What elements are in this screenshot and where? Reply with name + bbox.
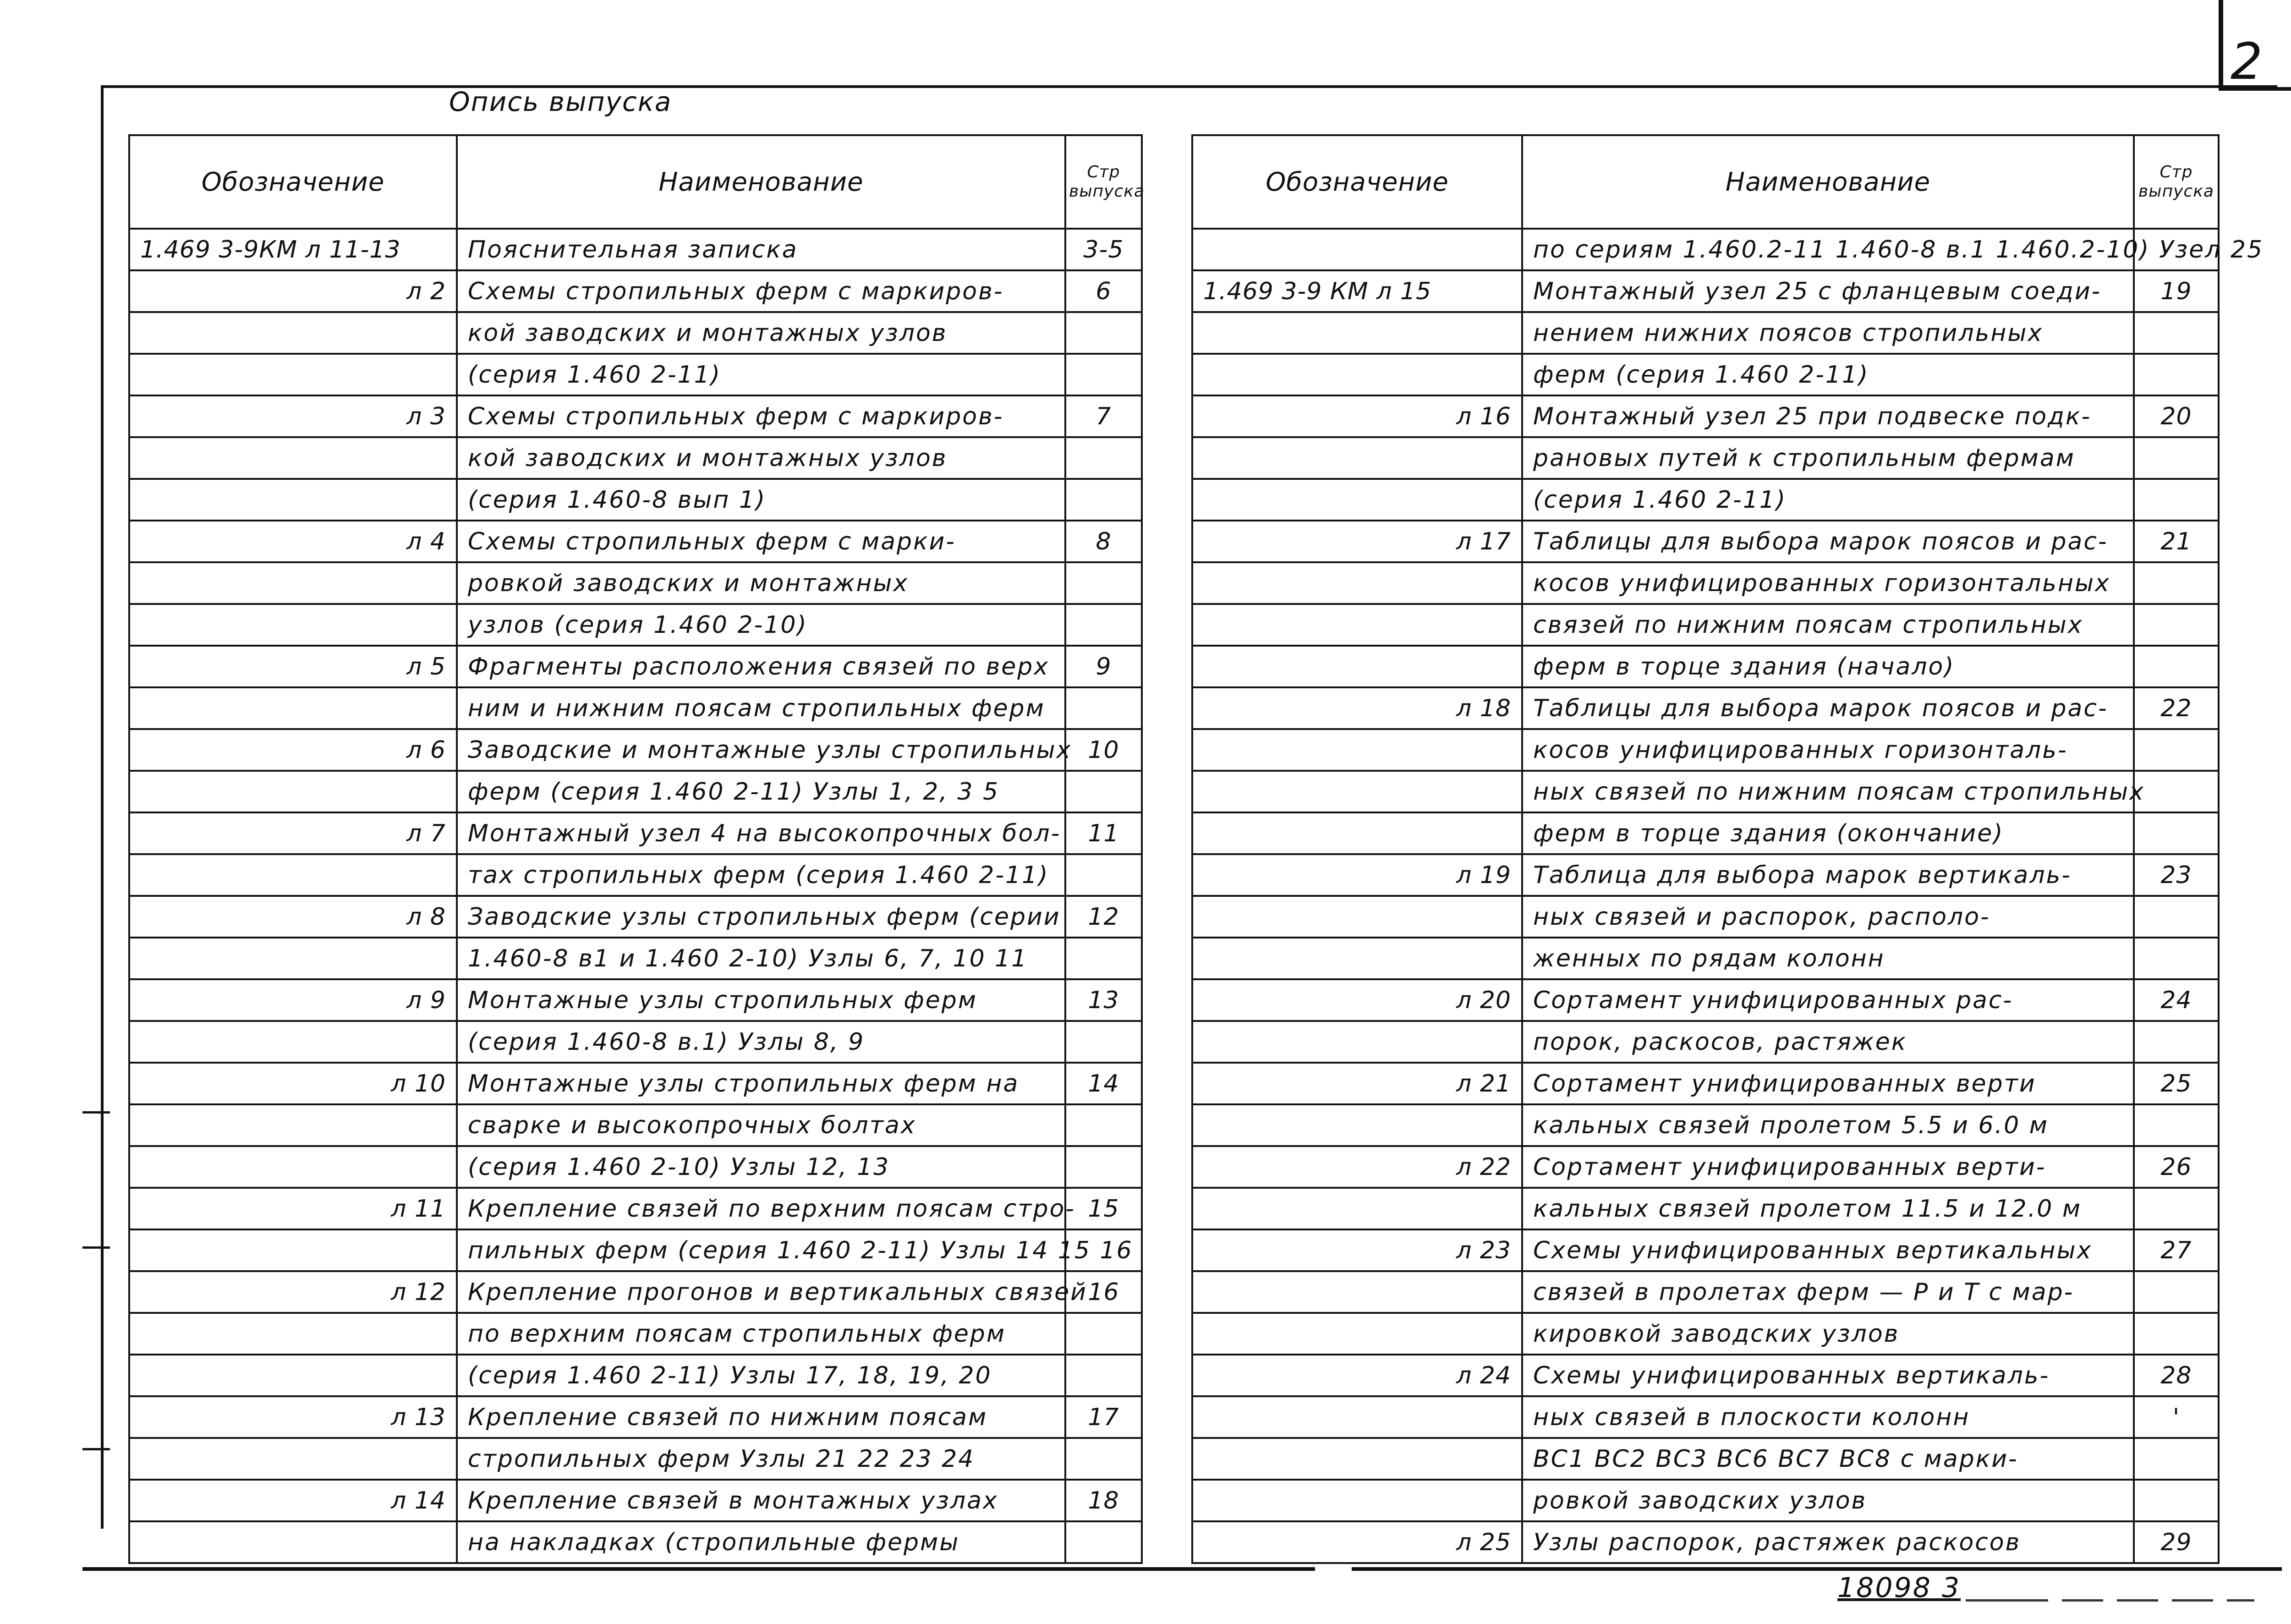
name-cell: Пояснительная записка bbox=[457, 229, 1065, 270]
designation-cell bbox=[1192, 312, 1522, 354]
table-row bbox=[129, 1271, 1142, 1313]
designation-cell bbox=[129, 854, 457, 896]
designation-cell: л 17 bbox=[1192, 521, 1522, 562]
designation-cell: л 23 bbox=[1192, 1229, 1522, 1271]
name-cell: ферм в торце здания (начало) bbox=[1522, 646, 2134, 687]
designation-cell: л 8 bbox=[129, 896, 457, 938]
name-cell: ровкой заводских узлов bbox=[1522, 1480, 2134, 1521]
name-cell: ферм в торце здания (окончание) bbox=[1522, 812, 2134, 854]
bottom-rule-right bbox=[1352, 1567, 2282, 1571]
name-cell: порок, раскосов, растяжек bbox=[1522, 1021, 2134, 1063]
table-row bbox=[129, 938, 1142, 979]
page-header-line2: выпуска bbox=[1069, 182, 1145, 201]
table-row bbox=[1192, 437, 2219, 479]
right-table-body bbox=[1192, 229, 2264, 1563]
page-cell: 20 bbox=[2134, 395, 2219, 437]
name-cell: косов унифицированных горизонтальных bbox=[1522, 562, 2134, 604]
dash-mark bbox=[2117, 1599, 2158, 1602]
table-row bbox=[1192, 395, 2219, 437]
name-cell: Таблица для выбора марок вертикаль- bbox=[1522, 854, 2134, 896]
table-row bbox=[129, 1063, 1142, 1104]
designation-cell: л 9 bbox=[129, 979, 457, 1021]
name-cell: пильных ферм (серия 1.460 2-11) Узлы 14 15 16 bbox=[457, 1229, 1065, 1271]
designation-cell bbox=[129, 354, 457, 395]
page-cell: 15 bbox=[1065, 1188, 1142, 1229]
page-header bbox=[2134, 135, 2219, 229]
designation-cell bbox=[129, 938, 457, 979]
page-cell bbox=[1065, 1521, 1142, 1563]
table-row bbox=[129, 1480, 1142, 1521]
designation-cell bbox=[129, 1146, 457, 1188]
designation-cell bbox=[129, 1104, 457, 1146]
designation-cell bbox=[129, 687, 457, 729]
designation-cell: л 6 bbox=[129, 729, 457, 771]
name-cell: женных по рядам колонн bbox=[1522, 938, 2134, 979]
designation-cell bbox=[1192, 729, 1522, 771]
table-row bbox=[129, 1521, 1142, 1563]
page-number: 2 bbox=[2231, 32, 2263, 91]
table-row bbox=[1192, 1521, 2219, 1563]
page-header-line1: Стр bbox=[1087, 163, 1120, 181]
table-row bbox=[1192, 646, 2219, 687]
name-header: Наименование bbox=[1522, 135, 2134, 229]
right-table-header bbox=[1192, 135, 2219, 229]
dash-mark bbox=[2062, 1599, 2103, 1602]
page-cell bbox=[1065, 771, 1142, 812]
name-cell: рановых путей к стропильным фермам bbox=[1522, 437, 2134, 479]
name-cell: Узлы распорок, растяжек раскосов bbox=[1522, 1521, 2134, 1563]
page-cell: 27 bbox=[2134, 1229, 2219, 1271]
table-row bbox=[1192, 1021, 2219, 1063]
table-row bbox=[1192, 938, 2219, 979]
page-cell bbox=[2134, 1313, 2219, 1355]
page-cell: 6 bbox=[1065, 270, 1142, 312]
designation-cell: л 18 bbox=[1192, 687, 1522, 729]
table-row bbox=[129, 437, 1142, 479]
table-row bbox=[1192, 479, 2219, 521]
name-cell: косов унифицированных горизонталь- bbox=[1522, 729, 2134, 771]
table-row bbox=[1192, 854, 2219, 896]
margin-tick bbox=[82, 1246, 110, 1249]
name-cell: Сортамент унифицированных рас- bbox=[1522, 979, 2134, 1021]
table-row bbox=[129, 1104, 1142, 1146]
page-cell bbox=[2134, 604, 2219, 646]
designation-cell: л 22 bbox=[1192, 1146, 1522, 1188]
name-cell: Крепление прогонов и вертикальных связей bbox=[457, 1271, 1065, 1313]
page-cell bbox=[2134, 312, 2219, 354]
designation-cell bbox=[129, 1021, 457, 1063]
page-cell: 11 bbox=[1065, 812, 1142, 854]
designation-cell bbox=[129, 1438, 457, 1480]
page-cell bbox=[1065, 312, 1142, 354]
page-cell bbox=[2134, 1438, 2219, 1480]
table-row bbox=[129, 229, 1142, 270]
name-cell: Монтажный узел 4 на высокопрочных бол- bbox=[457, 812, 1065, 854]
name-cell: кой заводских и монтажных узлов bbox=[457, 437, 1065, 479]
page-cell bbox=[1065, 604, 1142, 646]
name-cell: Сортамент унифицированных верти- bbox=[1522, 1146, 2134, 1188]
designation-cell bbox=[1192, 646, 1522, 687]
margin-tick bbox=[82, 1111, 110, 1114]
page-cell: 21 bbox=[2134, 521, 2219, 562]
page-cell bbox=[1065, 1104, 1142, 1146]
page-cell: 8 bbox=[1065, 521, 1142, 562]
designation-cell: л 11 bbox=[129, 1188, 457, 1229]
page-cell bbox=[2134, 1188, 2219, 1229]
table-row bbox=[129, 1313, 1142, 1355]
page-corner-mark bbox=[2219, 0, 2223, 87]
page-cell: 7 bbox=[1065, 395, 1142, 437]
table-row bbox=[129, 562, 1142, 604]
name-cell: Схемы унифицированных вертикальных bbox=[1522, 1229, 2134, 1271]
table-row bbox=[1192, 771, 2219, 812]
table-row bbox=[129, 896, 1142, 938]
name-header: Наименование bbox=[457, 135, 1065, 229]
name-cell: кировкой заводских узлов bbox=[1522, 1313, 2134, 1355]
designation-cell bbox=[1192, 354, 1522, 395]
page-cell bbox=[1065, 1355, 1142, 1396]
page-cell: 24 bbox=[2134, 979, 2219, 1021]
table-row bbox=[1192, 1355, 2219, 1396]
designation-cell bbox=[1192, 1396, 1522, 1438]
page-cell: 10 bbox=[1065, 729, 1142, 771]
name-cell: ровкой заводских и монтажных bbox=[457, 562, 1065, 604]
page-header-line1: Стр bbox=[2159, 163, 2193, 181]
designation-cell bbox=[129, 562, 457, 604]
table-row bbox=[129, 479, 1142, 521]
name-cell: Крепление связей по нижним поясам bbox=[457, 1396, 1065, 1438]
table-row bbox=[129, 771, 1142, 812]
name-cell: связей по нижним поясам стропильных bbox=[1522, 604, 2134, 646]
designation-cell bbox=[129, 1355, 457, 1396]
table-row bbox=[1192, 1063, 2219, 1104]
table-row bbox=[1192, 729, 2219, 771]
table-row bbox=[1192, 1146, 2219, 1188]
page-cell bbox=[2134, 1271, 2219, 1313]
left-table-header bbox=[129, 135, 1142, 229]
table-row bbox=[1192, 687, 2219, 729]
table-row bbox=[129, 646, 1142, 687]
name-cell: ним и нижним поясам стропильных ферм bbox=[457, 687, 1065, 729]
table-row bbox=[129, 687, 1142, 729]
name-cell: Монтажный узел 25 при подвеске подк- bbox=[1522, 395, 2134, 437]
page-cell bbox=[1065, 1313, 1142, 1355]
table-row bbox=[1192, 521, 2219, 562]
table-row bbox=[1192, 1396, 2219, 1438]
name-cell: Монтажные узлы стропильных ферм на bbox=[457, 1063, 1065, 1104]
page-cell bbox=[1065, 354, 1142, 395]
designation-cell: л 7 bbox=[129, 812, 457, 854]
table-row bbox=[1192, 1271, 2219, 1313]
table-row bbox=[129, 854, 1142, 896]
name-cell: (серия 1.460 2-11) bbox=[1522, 479, 2134, 521]
name-cell: ных связей и распорок, располо- bbox=[1522, 896, 2134, 938]
page-cell bbox=[2134, 646, 2219, 687]
name-cell: связей в пролетах ферм — Р и Т с мар- bbox=[1522, 1271, 2134, 1313]
table-row bbox=[129, 395, 1142, 437]
name-cell: Крепление связей по верхним поясам стро- bbox=[457, 1188, 1065, 1229]
name-cell: Сортамент унифицированных верти bbox=[1522, 1063, 2134, 1104]
designation-cell bbox=[1192, 437, 1522, 479]
page-cell bbox=[1065, 1146, 1142, 1188]
page-cell: 17 bbox=[1065, 1396, 1142, 1438]
name-cell: (серия 1.460 2-11) Узлы 17, 18, 19, 20 bbox=[457, 1355, 1065, 1396]
designation-cell bbox=[1192, 1188, 1522, 1229]
table-row bbox=[129, 1229, 1142, 1271]
designation-cell: л 16 bbox=[1192, 395, 1522, 437]
designation-cell: л 25 bbox=[1192, 1521, 1522, 1563]
page-cell: 29 bbox=[2134, 1521, 2219, 1563]
name-cell: Крепление связей в монтажных узлах bbox=[457, 1480, 1065, 1521]
designation-cell bbox=[129, 1313, 457, 1355]
name-cell: Схемы стропильных ферм с маркиров- bbox=[457, 395, 1065, 437]
page-header bbox=[1065, 135, 1145, 229]
designation-cell bbox=[129, 771, 457, 812]
name-cell: (серия 1.460-8 вып 1) bbox=[457, 479, 1065, 521]
page-cell: 12 bbox=[1065, 896, 1142, 938]
designation-cell: л 3 bbox=[129, 395, 457, 437]
page-cell: 22 bbox=[2134, 687, 2219, 729]
table-row bbox=[1192, 604, 2219, 646]
designation-cell: л 21 bbox=[1192, 1063, 1522, 1104]
page-cell bbox=[2134, 1021, 2219, 1063]
designation-cell bbox=[1192, 812, 1522, 854]
margin-tick bbox=[82, 1448, 110, 1450]
designation-cell bbox=[129, 312, 457, 354]
page-cell: 3-5 bbox=[1065, 229, 1142, 270]
designation-cell bbox=[1192, 1021, 1522, 1063]
table-row bbox=[1192, 354, 2219, 395]
page-cell bbox=[1065, 562, 1142, 604]
left-table-body bbox=[129, 229, 1142, 1563]
page-cell bbox=[2134, 771, 2219, 812]
designation-cell: л 14 bbox=[129, 1480, 457, 1521]
page-cell: 23 bbox=[2134, 854, 2219, 896]
page-cell bbox=[2134, 562, 2219, 604]
designation-cell bbox=[1192, 1438, 1522, 1480]
name-cell: кой заводских и монтажных узлов bbox=[457, 312, 1065, 354]
page-cell: 16 bbox=[1065, 1271, 1142, 1313]
page-cell: ' bbox=[2134, 1396, 2219, 1438]
designation-cell bbox=[1192, 1104, 1522, 1146]
name-cell: стропильных ферм Узлы 21 22 23 24 bbox=[457, 1438, 1065, 1480]
designation-cell bbox=[1192, 562, 1522, 604]
table-row bbox=[1192, 1480, 2219, 1521]
name-cell: тах стропильных ферм (серия 1.460 2-11) bbox=[457, 854, 1065, 896]
page-cell bbox=[2134, 479, 2219, 521]
designation-cell: л 20 bbox=[1192, 979, 1522, 1021]
table-row bbox=[1192, 562, 2219, 604]
page-cell: 18 bbox=[1065, 1480, 1142, 1521]
name-cell: сварке и высокопрочных болтах bbox=[457, 1104, 1065, 1146]
designation-cell: 1.469 3-9КМ л 11-13 bbox=[129, 229, 457, 270]
designation-cell: 1.469 3-9 КМ л 15 bbox=[1192, 270, 1522, 312]
designation-cell bbox=[1192, 896, 1522, 938]
table-row bbox=[129, 729, 1142, 771]
page-cell bbox=[2134, 938, 2219, 979]
table-row bbox=[129, 521, 1142, 562]
table-row bbox=[129, 270, 1142, 312]
page-header-line2: выпуска bbox=[2138, 182, 2214, 201]
page-cell: 9 bbox=[1065, 646, 1142, 687]
name-cell: кальных связей пролетом 11.5 и 12.0 м bbox=[1522, 1188, 2134, 1229]
page-cell bbox=[1065, 1021, 1142, 1063]
table-row bbox=[129, 1396, 1142, 1438]
designation-cell bbox=[129, 1521, 457, 1563]
designation-cell: л 4 bbox=[129, 521, 457, 562]
page-cell bbox=[2134, 1480, 2219, 1521]
name-cell: Таблицы для выбора марок поясов и рас- bbox=[1522, 687, 2134, 729]
designation-cell: л 10 bbox=[129, 1063, 457, 1104]
page-cell: 25 bbox=[2134, 1063, 2219, 1104]
table-row bbox=[129, 1146, 1142, 1188]
name-cell: Заводские узлы стропильных ферм (серии bbox=[457, 896, 1065, 938]
name-cell: кальных связей пролетом 5.5 и 6.0 м bbox=[1522, 1104, 2134, 1146]
designation-cell: л 19 bbox=[1192, 854, 1522, 896]
name-cell: ферм (серия 1.460 2-11) bbox=[1522, 354, 2134, 395]
designation-cell bbox=[1192, 1271, 1522, 1313]
designation-cell bbox=[129, 1229, 457, 1271]
page-cell bbox=[2134, 896, 2219, 938]
table-row bbox=[1192, 229, 2219, 270]
name-cell: Фрагменты расположения связей по верх bbox=[457, 646, 1065, 687]
name-cell: по сериям 1.460.2-11 1.460-8 в.1 1.460.2-10) Узел 25 bbox=[1522, 229, 2134, 270]
table-row bbox=[129, 354, 1142, 395]
page-cell bbox=[1065, 687, 1142, 729]
page-cell bbox=[2134, 354, 2219, 395]
table-row bbox=[1192, 979, 2219, 1021]
designation-cell: л 5 bbox=[129, 646, 457, 687]
name-cell: Схемы стропильных ферм с марки- bbox=[457, 521, 1065, 562]
table-row bbox=[129, 312, 1142, 354]
name-cell: Монтажный узел 25 с фланцевым соеди- bbox=[1522, 270, 2134, 312]
table-row bbox=[129, 812, 1142, 854]
name-cell: на накладках (стропильные фермы bbox=[457, 1521, 1065, 1563]
designation-cell bbox=[129, 479, 457, 521]
name-cell: по верхним поясам стропильных ферм bbox=[457, 1313, 1065, 1355]
table-row bbox=[1192, 896, 2219, 938]
page-cell: 19 bbox=[2134, 270, 2219, 312]
table-row bbox=[1192, 812, 2219, 854]
table-row bbox=[1192, 270, 2219, 312]
table-row bbox=[1192, 1313, 2219, 1355]
name-cell: Монтажные узлы стропильных ферм bbox=[457, 979, 1065, 1021]
designation-cell bbox=[1192, 479, 1522, 521]
name-cell: (серия 1.460 2-11) bbox=[457, 354, 1065, 395]
table-row bbox=[1192, 1188, 2219, 1229]
page-cell: 28 bbox=[2134, 1355, 2219, 1396]
table-row bbox=[1192, 312, 2219, 354]
page-cell bbox=[1065, 479, 1142, 521]
designation-cell bbox=[1192, 938, 1522, 979]
page-cell bbox=[1065, 854, 1142, 896]
page-cell: 26 bbox=[2134, 1146, 2219, 1188]
table-row bbox=[1192, 1229, 2219, 1271]
right-contents-table bbox=[1191, 134, 2264, 1564]
designation-cell: л 12 bbox=[129, 1271, 457, 1313]
designation-header: Обозначение bbox=[1192, 135, 1522, 229]
name-cell: ферм (серия 1.460 2-11) Узлы 1, 2, 3 5 bbox=[457, 771, 1065, 812]
designation-cell bbox=[1192, 771, 1522, 812]
name-cell: Заводские и монтажные узлы стропильных bbox=[457, 729, 1065, 771]
sheet-code: 18098 3 bbox=[1837, 1572, 1961, 1604]
document-caption: Опись выпуска bbox=[449, 86, 672, 117]
table-row bbox=[129, 1355, 1142, 1396]
name-cell: Схемы стропильных ферм с маркиров- bbox=[457, 270, 1065, 312]
table-row bbox=[129, 1021, 1142, 1063]
page-cell bbox=[2134, 1104, 2219, 1146]
left-contents-table bbox=[128, 134, 1143, 1564]
name-cell: ных связей по нижним поясам стропильных bbox=[1522, 771, 2134, 812]
name-cell: ВС1 ВС2 ВС3 ВС6 ВС7 ВС8 с марки- bbox=[1522, 1438, 2134, 1480]
dash-mark bbox=[1966, 1599, 2048, 1602]
table-row bbox=[129, 1188, 1142, 1229]
name-cell: Таблицы для выбора марок поясов и рас- bbox=[1522, 521, 2134, 562]
designation-cell bbox=[1192, 1313, 1522, 1355]
designation-cell: л 2 bbox=[129, 270, 457, 312]
designation-cell bbox=[1192, 1480, 1522, 1521]
name-cell: узлов (серия 1.460 2-10) bbox=[457, 604, 1065, 646]
name-cell: нением нижних поясов стропильных bbox=[1522, 312, 2134, 354]
name-cell: ных связей в плоскости колонн bbox=[1522, 1396, 2134, 1438]
page-cell: 14 bbox=[1065, 1063, 1142, 1104]
name-cell: 1.460-8 в1 и 1.460 2-10) Узлы 6, 7, 10 11 bbox=[457, 938, 1065, 979]
name-cell: (серия 1.460-8 в.1) Узлы 8, 9 bbox=[457, 1021, 1065, 1063]
table-row bbox=[129, 604, 1142, 646]
designation-cell bbox=[129, 604, 457, 646]
designation-cell: л 13 bbox=[129, 1396, 457, 1438]
dash-mark bbox=[2227, 1599, 2254, 1602]
page-cell bbox=[2134, 812, 2219, 854]
dash-mark bbox=[2172, 1599, 2213, 1602]
name-cell: (серия 1.460 2-10) Узлы 12, 13 bbox=[457, 1146, 1065, 1188]
table-row bbox=[129, 979, 1142, 1021]
table-row bbox=[129, 1438, 1142, 1480]
designation-cell bbox=[1192, 229, 1522, 270]
designation-cell bbox=[1192, 604, 1522, 646]
bottom-rule-left bbox=[82, 1567, 1315, 1571]
table-row bbox=[1192, 1104, 2219, 1146]
page-cell: 13 bbox=[1065, 979, 1142, 1021]
page-cell bbox=[2134, 729, 2219, 771]
page-cell bbox=[2134, 437, 2219, 479]
page-cell bbox=[1065, 1438, 1142, 1480]
table-row bbox=[1192, 1438, 2219, 1480]
designation-cell bbox=[129, 437, 457, 479]
page-cell bbox=[1065, 437, 1142, 479]
designation-cell: л 24 bbox=[1192, 1355, 1522, 1396]
name-cell: Схемы унифицированных вертикаль- bbox=[1522, 1355, 2134, 1396]
designation-header: Обозначение bbox=[129, 135, 457, 229]
page-cell bbox=[1065, 938, 1142, 979]
